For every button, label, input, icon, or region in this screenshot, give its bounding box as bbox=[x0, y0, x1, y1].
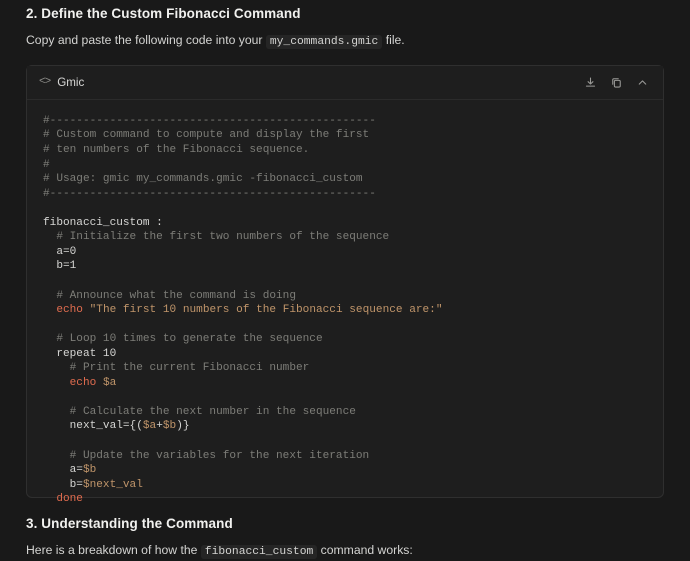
code-token: $b bbox=[162, 420, 177, 433]
code-language-label: Gmic bbox=[57, 75, 85, 89]
code-line bbox=[43, 158, 647, 173]
code-token bbox=[83, 304, 90, 316]
code-line bbox=[43, 376, 647, 391]
code-token bbox=[43, 493, 56, 505]
code-line bbox=[43, 143, 647, 158]
code-line bbox=[43, 449, 647, 464]
page-title-step2: 2. Define the Custom Fibonacci Command bbox=[26, 6, 301, 21]
code-token bbox=[43, 377, 70, 389]
code-line bbox=[43, 347, 647, 362]
code-token: $b bbox=[82, 464, 97, 477]
step3-intro-after: command works: bbox=[320, 542, 413, 557]
code-token: a= bbox=[43, 464, 83, 477]
code-token: # Custom command to compute and display the first bbox=[43, 129, 370, 142]
code-line bbox=[43, 318, 647, 333]
code-token: + bbox=[156, 420, 163, 433]
code-token: echo bbox=[56, 304, 83, 317]
code-line bbox=[43, 419, 647, 434]
code-line bbox=[43, 289, 647, 304]
step2-intro-before: Copy and paste the following code into your bbox=[26, 33, 263, 47]
code-token: b= bbox=[43, 478, 83, 491]
inline-code-fibonacci-custom: fibonacci_custom bbox=[201, 545, 317, 559]
code-token bbox=[96, 377, 103, 389]
code-line bbox=[43, 201, 647, 216]
code-token: # ten numbers of the Fibonacci sequence. bbox=[43, 144, 310, 157]
copy-icon[interactable] bbox=[605, 71, 627, 93]
code-token: #------------------------------------------------- bbox=[43, 187, 376, 200]
code-token: # Update the variables for the next iteration bbox=[43, 449, 370, 462]
step3-intro-paragraph bbox=[26, 541, 664, 561]
code-token: # bbox=[43, 158, 50, 171]
code-icon: <> bbox=[39, 76, 51, 89]
code-token: $next_val bbox=[82, 478, 143, 491]
download-icon[interactable] bbox=[579, 71, 601, 93]
code-token: next_val={( bbox=[43, 420, 143, 433]
code-block-header bbox=[27, 66, 663, 100]
code-line bbox=[43, 187, 647, 202]
code-token: $a bbox=[102, 376, 117, 389]
code-line bbox=[43, 216, 647, 231]
code-token: $a bbox=[142, 420, 157, 433]
code-token: )} bbox=[176, 420, 190, 433]
code-line bbox=[43, 434, 647, 449]
code-token: a=0 bbox=[43, 245, 77, 258]
step2-intro-paragraph bbox=[26, 31, 664, 51]
code-token: fibonacci_custom : bbox=[43, 216, 163, 229]
code-token: echo bbox=[69, 376, 97, 389]
code-line bbox=[43, 230, 647, 245]
page-title-step3: 3. Understanding the Command bbox=[26, 515, 233, 531]
code-line bbox=[43, 274, 647, 289]
code-content[interactable] bbox=[27, 100, 663, 517]
code-line bbox=[43, 492, 647, 507]
step2-intro-after: file. bbox=[385, 33, 405, 47]
code-line bbox=[43, 332, 647, 347]
code-token: repeat 10 bbox=[43, 347, 117, 360]
code-line bbox=[43, 172, 647, 187]
code-line bbox=[43, 390, 647, 405]
code-token: b=1 bbox=[43, 260, 77, 273]
code-token: # Announce what the command is doing bbox=[43, 289, 296, 302]
code-token: #------------------------------------------------- bbox=[43, 114, 376, 127]
inline-code-my-commands: my_commands.gmic bbox=[266, 35, 382, 49]
code-token bbox=[43, 304, 56, 316]
code-line bbox=[43, 463, 647, 478]
code-block-card bbox=[26, 65, 664, 506]
code-token: # Initialize the first two numbers of the sequence bbox=[43, 231, 390, 244]
code-line bbox=[43, 128, 647, 143]
code-line bbox=[43, 405, 647, 420]
code-line bbox=[43, 303, 647, 318]
code-line bbox=[43, 259, 647, 274]
code-token: done bbox=[56, 493, 83, 506]
code-line bbox=[43, 245, 647, 260]
code-block-actions bbox=[579, 71, 653, 93]
code-token: # Print the current Fibonacci number bbox=[43, 362, 310, 375]
code-token: # Calculate the next number in the sequence bbox=[43, 405, 356, 418]
code-token: # Usage: gmic my_commands.gmic -fibonacci_custom bbox=[43, 173, 363, 186]
step3-block bbox=[26, 510, 664, 561]
code-line bbox=[43, 478, 647, 493]
code-line bbox=[43, 361, 647, 376]
step3-intro-before: Here is a breakdown of how the bbox=[26, 542, 198, 557]
code-line bbox=[43, 114, 647, 129]
code-token: "The first 10 numbers of the Fibonacci sequence are:" bbox=[89, 304, 443, 317]
code-token: # Loop 10 times to generate the sequence bbox=[43, 333, 323, 346]
chevron-up-icon[interactable] bbox=[631, 71, 653, 93]
